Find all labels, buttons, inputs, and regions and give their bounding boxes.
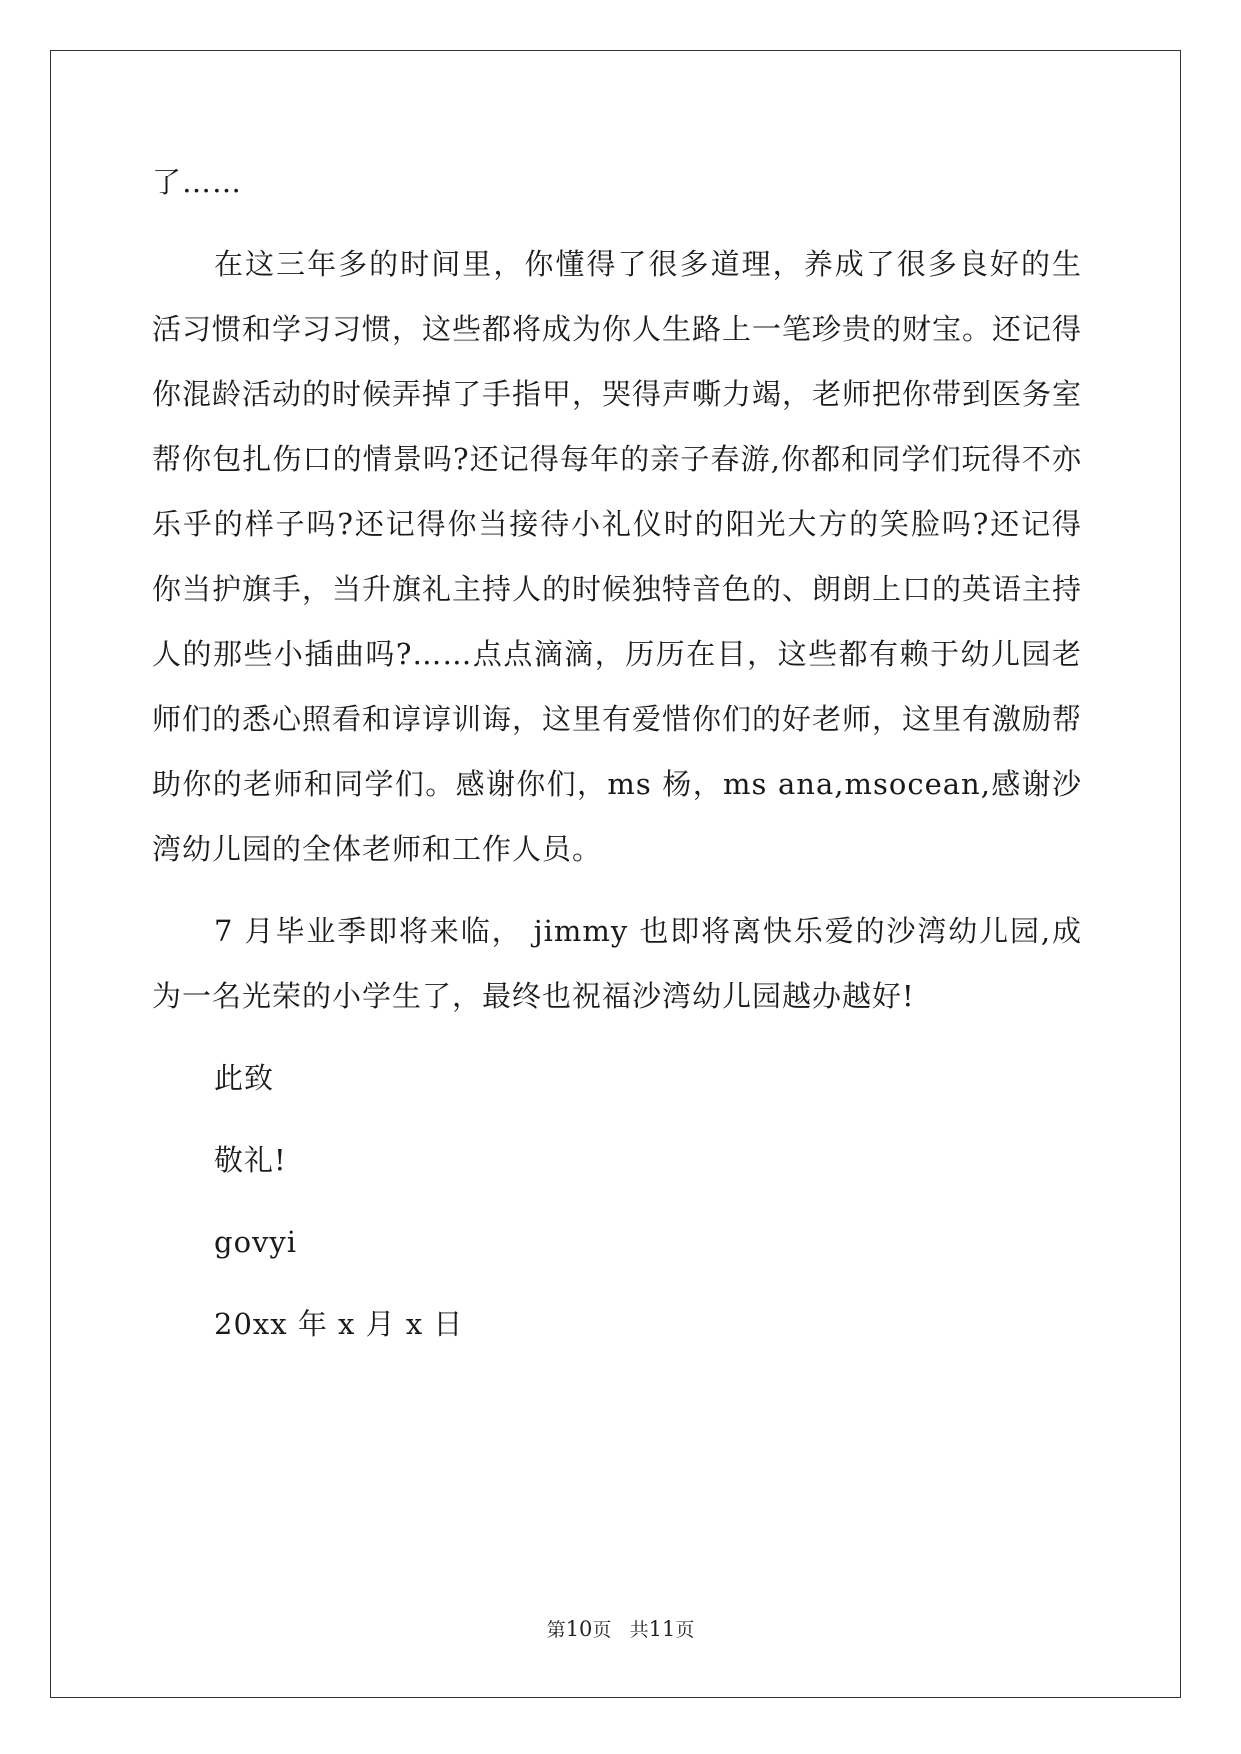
closing-text: 此致 <box>214 1061 275 1095</box>
footer-page-number: 10 <box>565 1617 593 1641</box>
signature-text: govyi <box>214 1225 298 1259</box>
footer-total-suffix: 页 <box>675 1619 695 1641</box>
footer-total-pages: 11 <box>648 1617 676 1641</box>
paragraph-memories: 在这三年多的时间里，你懂得了很多道理，养成了很多良好的生活习惯和学习习惯，这些都将成为你人生路上一笔珍贵的财宝。还记得你混龄活动的时候弄掉了手指甲，哭得声嘶力竭，老师把你带到医务室帮你包扎伤口的情景吗?还记得每年的亲子春游,你都和同学们玩得不亦乐乎的样子吗?还记得你当接待小礼仪时的阳光大方的笑脸吗?还记得你当护旗手，当升旗礼主持人的时候独特音色的、朗朗上口的英语主持人的那些小插曲吗?……点点滴滴，历历在目，这些都有赖于幼儿园老师们的悉心照看和谆谆训诲，这里有爱惜你们的好老师，这里有激励帮助你的老师和同学们。感谢你们，ms 杨，ms ana,msocean,感谢沙湾幼儿园的全体老师和工作人员。 <box>152 247 1083 866</box>
footer-prefix: 第 <box>546 1619 566 1641</box>
document-body <box>152 150 1082 1357</box>
paragraph-graduation: 7 月毕业季即将来临， jimmy 也即将离快乐爱的沙湾幼儿园,成为一名光荣的小学生了，最终也祝福沙湾幼儿园越办越好! <box>152 914 1082 1013</box>
page-footer <box>0 1615 1241 1642</box>
salutation-text: 敬礼! <box>214 1143 287 1177</box>
footer-page-suffix: 页 <box>592 1619 612 1641</box>
date-text: 20xx 年 x 月 x 日 <box>214 1307 464 1341</box>
footer-total-prefix: 共 <box>629 1619 649 1641</box>
paragraph-continuation: 了…… <box>152 165 243 199</box>
